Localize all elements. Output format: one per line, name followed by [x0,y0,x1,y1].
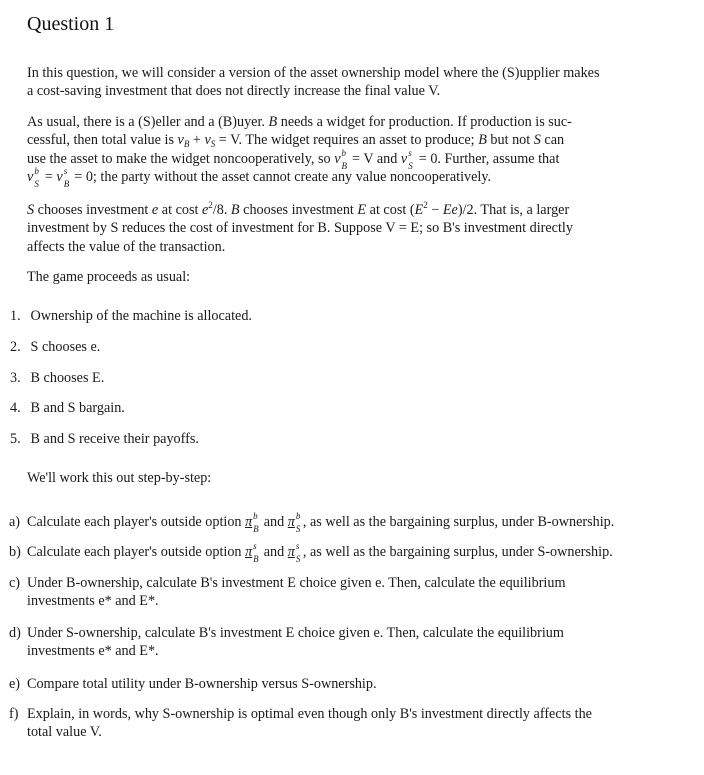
setup-text: = 0. Further, assume that [418,150,560,167]
setup-text: B [478,132,487,149]
vbb-formula: v b B [334,147,347,171]
setup-text: S [533,132,541,149]
vsb-formula: v b S = v s B [27,166,70,190]
question-text: investments e* and E*. [27,643,159,660]
setup-text: = V. The widget requires an asset to produce; [218,132,475,149]
question-text: Compare total utility under B-ownership versus S-ownership. [27,676,377,692]
setup-text: As usual, there is a (S)eller and a (B)uyer. [27,114,265,130]
list-item [10,430,650,448]
step-number: 5. [10,431,21,447]
step-text: B chooses E. [30,370,105,386]
setup-text: use the asset to make the widget noncooperatively, so [27,150,331,167]
intro-paragraph [27,64,632,101]
question-text: , as well as the bargaining surplus, under S-ownership. [302,544,613,560]
question-label: b) [9,544,21,560]
question-text: total value V. [27,724,102,741]
step-number: 1. [10,308,21,324]
value-formula: $v_B + v_S$ [177,132,216,150]
question-label: f) [9,706,19,722]
question-e [9,675,634,693]
setup-text: but not [490,132,531,149]
investment-paragraph: S chooses investment e at cost $e^2/8$. B chooses investment E at cost $(E^2 - Ee)/2$. That is, a larger investment by S reduces the cost of investment for B. Suppose V = E; so B's investment directly affects the value of the transaction. [27,200,573,255]
setup-text: cessful, then total value is [27,132,174,149]
step-text: B and S bargain. [30,400,125,416]
intro-line-1: In this question, we will consider a version of the asset ownership model where the (S)upplier makes [27,65,600,81]
question-text: and [263,544,285,560]
setup-text: B [268,114,278,130]
step-text: Ownership of the machine is allocated. [30,308,252,324]
setup-text: can [544,132,565,149]
question-text: investments e* and E*. [27,593,159,610]
investment-text: chooses investment [37,202,149,218]
list-item [10,369,650,387]
question-b: b) Calculate each player's outside option π s B and π s S , as well as the bargaining surplus, under S-ownership. [9,541,613,564]
game-intro: The game proceeds as usual: [27,269,191,285]
setup-text: needs a widget for production. If production is suc- [280,114,572,130]
investment-text: chooses investment [243,202,354,218]
list-item [10,307,650,325]
investment-text: That is, a larger [480,202,570,218]
setup-paragraph [27,113,632,190]
step-text: S chooses e. [30,339,101,355]
question-label: a) [9,514,21,530]
question-a: a) Calculate each player's outside option π b B and π b S , as well as the bargaining surplus, under B-ownership. [9,511,615,534]
list-item [10,399,650,417]
question-f [9,705,634,742]
question-label: c) [9,575,21,591]
intro-line-2: a cost-saving investment that does not directly increase the final value V. [27,83,441,100]
step-number: 4. [10,400,21,416]
list-item [10,338,650,356]
question-label: e) [9,676,21,692]
investment-text: investment by S reduces the cost of investment for B. Suppose V = E; so B's investment directly [27,220,573,237]
lead-in: We'll work this out step-by-step: [27,470,212,486]
step-number: 2. [10,339,21,355]
question-c [9,574,634,611]
investment-text: at cost [161,202,199,218]
question-title: Question 1 [27,13,115,35]
investment-text: affects the value of the transaction. [27,238,226,255]
setup-text: = 0; the party without the asset cannot create any value noncooperatively. [74,169,492,186]
step-number: 3. [10,370,21,386]
investment-text: /8. [212,202,228,218]
question-text: Under B-ownership, calculate B's investment E choice given e. Then, calculate the equilibrium [27,575,566,591]
question-d [9,624,634,661]
question-label: d) [9,625,21,641]
question-text: and [263,514,285,530]
setup-text: = V and [352,150,398,167]
question-text: Calculate each player's outside option [27,514,242,530]
question-text: , as well as the bargaining surplus, under B-ownership. [302,514,615,530]
question-text: Explain, in words, why S-ownership is optimal even though only B's investment directly affects the [27,706,592,722]
question-text: Calculate each player's outside option [27,544,242,560]
investment-text: at cost [369,202,407,218]
vss-formula: v s S [400,147,413,171]
step-text: B and S receive their payoffs. [30,431,199,447]
question-text: Under S-ownership, calculate B's investment E choice given e. Then, calculate the equilibrium [27,625,564,641]
